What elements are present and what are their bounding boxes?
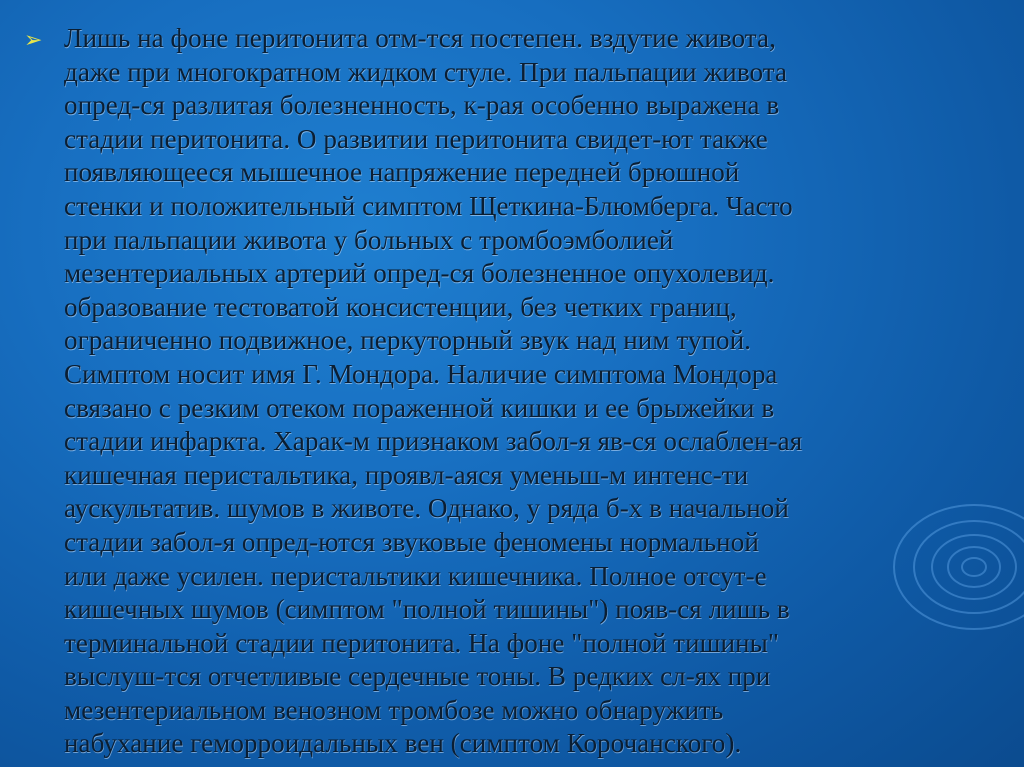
paragraph-line: кишечная перистальтика, проявл-аяся уменьш-м интенс-ти xyxy=(64,459,749,490)
paragraph-line: кишечных шумов (симптом "полной тишины") появ-ся лишь в xyxy=(64,594,790,625)
paragraph-line: терминальной стадии перитонита. На фоне "полной тишины" xyxy=(64,627,780,658)
paragraph-line: или даже усилен. перистальтики кишечника. Полное отсут-е xyxy=(64,560,767,591)
paragraph-line: образование тестоватой консистенции, без четких границ, xyxy=(64,291,737,322)
paragraph-line: аускультатив. шумов в животе. Однако, у ряда б-х в начальной xyxy=(64,493,789,524)
paragraph-line: мезентериальном венозном тромбозе можно обнаружить xyxy=(64,694,724,725)
paragraph-line: стадии инфаркта. Харак-м признаком забол-я яв-ся ослаблен-ая xyxy=(64,426,803,457)
arrow-bullet-icon: ➢ xyxy=(24,28,43,53)
paragraph-line: Лишь на фоне перитонита отм-тся постепен. вздутие живота, xyxy=(64,23,776,53)
paragraph-line: при пальпации живота у больных с тромбоэмболией xyxy=(64,224,674,255)
paragraph-line: опред-ся разлитая болезненность, к-рая особенно выражена в xyxy=(64,90,780,121)
bullet-paragraph xyxy=(24,22,999,761)
paragraph-line: стадии перитонита. О развитии перитонита свидет-ют также xyxy=(64,123,768,154)
paragraph-line: Симптом носит имя Г. Мондора. Наличие симптома Мондора xyxy=(64,358,778,389)
paragraph-line: выслуш-тся отчетливые сердечные тоны. В редких сл-ях при xyxy=(64,661,771,692)
paragraph-line: набухание геморроидальных вен (симптом Корочанского). xyxy=(64,728,742,759)
paragraph-line: мезентериальных артерий опред-ся болезненное опухолевид. xyxy=(64,258,775,289)
paragraph-line: связано с резким отеком пораженной кишки и ее брыжейки в xyxy=(64,392,775,423)
paragraph-line: даже при многократном жидком стуле. При пальпации живота xyxy=(64,56,788,87)
paragraph-line: стенки и положительный симптом Щеткина-Блюмберга. Часто xyxy=(64,190,793,221)
paragraph-text xyxy=(64,22,999,761)
paragraph-line: ограниченно подвижное, перкуторный звук над ним тупой. xyxy=(64,325,751,356)
paragraph-line: стадии забол-я опред-ются звуковые феномены нормальной xyxy=(64,526,759,557)
paragraph-line: появляющееся мышечное напряжение передней брюшной xyxy=(64,157,740,188)
